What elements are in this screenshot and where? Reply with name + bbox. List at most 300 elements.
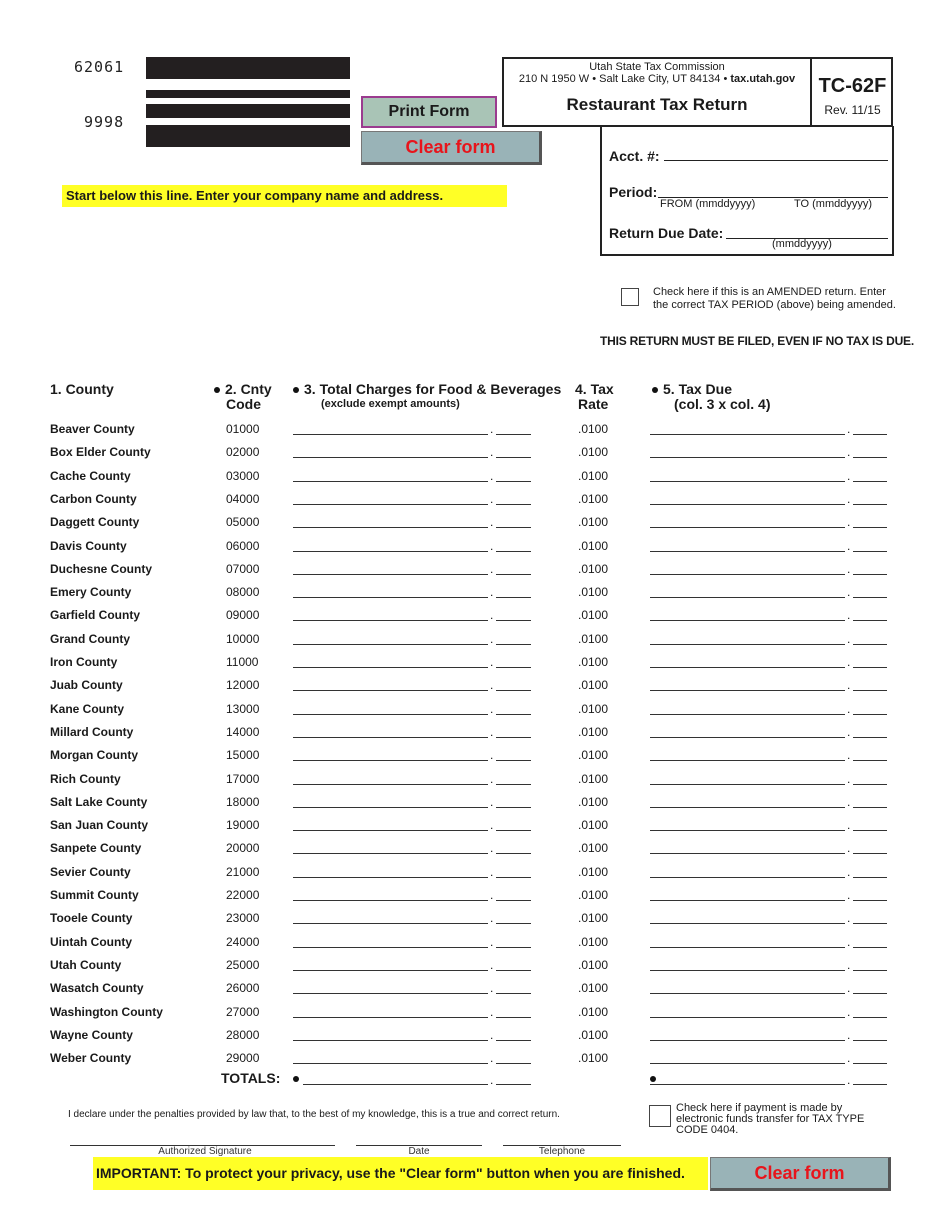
privacy-notice: IMPORTANT: To protect your privacy, use the "Clear form" button when you are finished. [93, 1157, 708, 1190]
county-row [0, 562, 950, 585]
county-code: 07000 [226, 562, 260, 576]
print-form-button[interactable]: Print Form [361, 96, 497, 128]
decimal-point: . [847, 725, 851, 739]
taxdue-field[interactable] [650, 690, 845, 691]
redaction-bar [146, 57, 350, 79]
clear-form-button-bottom[interactable]: Clear form [710, 1157, 891, 1191]
col-charges-header: 3. Total Charges for Food & Beverages [304, 381, 562, 397]
county-code: 04000 [226, 492, 260, 506]
county-name: Tooele County [50, 911, 133, 925]
charges-field[interactable] [293, 970, 488, 971]
tax-rate: .0100 [578, 911, 609, 925]
decimal-point: . [847, 562, 851, 576]
tax-rate: .0100 [578, 1028, 609, 1042]
tax-rate: .0100 [578, 981, 609, 995]
taxdue-field[interactable] [650, 667, 845, 668]
eft-text: Check here if payment is made by electronic funds transfer for TAX TYPE CODE 0404. [676, 1102, 865, 1136]
county-code: 28000 [226, 1028, 260, 1042]
decimal-point: . [847, 492, 851, 506]
col-code-header: 2. Cnty [225, 381, 272, 397]
tax-rate: .0100 [578, 888, 609, 902]
charges-field[interactable] [293, 900, 488, 901]
charges-field[interactable] [293, 504, 488, 505]
charges-cents-field[interactable] [496, 1017, 531, 1018]
county-name: Summit County [50, 888, 139, 902]
taxdue-cents-field[interactable] [853, 830, 887, 831]
county-row [0, 539, 950, 562]
taxdue-cents-field[interactable] [853, 807, 887, 808]
charges-cents-field[interactable] [496, 784, 531, 785]
taxdue-field[interactable] [650, 737, 845, 738]
county-name: Kane County [50, 702, 125, 716]
county-code: 09000 [226, 608, 260, 622]
taxdue-cents-field[interactable] [853, 527, 887, 528]
county-name: Sevier County [50, 865, 131, 879]
taxdue-cents-field[interactable] [853, 853, 887, 854]
county-code: 23000 [226, 911, 260, 925]
county-code: 22000 [226, 888, 260, 902]
county-code: 18000 [226, 795, 260, 809]
county-row [0, 911, 950, 934]
county-name: Carbon County [50, 492, 137, 506]
decimal-point: . [490, 772, 494, 786]
county-table [0, 422, 950, 1082]
county-code: 24000 [226, 935, 260, 949]
taxdue-cents-field[interactable] [853, 504, 887, 505]
decimal-point: . [847, 748, 851, 762]
taxdue-field[interactable] [650, 970, 845, 971]
charges-field[interactable] [293, 784, 488, 785]
taxdue-cents-field[interactable] [853, 434, 887, 435]
tax-rate: .0100 [578, 608, 609, 622]
county-code: 11000 [226, 655, 259, 669]
decimal-point: . [490, 865, 494, 879]
charges-field[interactable] [293, 1063, 488, 1064]
county-code: 13000 [226, 702, 260, 716]
taxdue-cents-field[interactable] [853, 877, 887, 878]
charges-field[interactable] [293, 923, 488, 924]
charges-cents-field[interactable] [496, 830, 531, 831]
taxdue-field[interactable] [650, 1017, 845, 1018]
decimal-point: . [490, 1051, 494, 1065]
charges-cents-field[interactable] [496, 527, 531, 528]
amended-checkbox[interactable] [621, 288, 639, 306]
period-to-hint: TO (mmddyyyy) [794, 198, 873, 210]
account-box [600, 126, 894, 256]
county-row [0, 445, 950, 468]
taxdue-cents-field[interactable] [853, 481, 887, 482]
due-date-label: Return Due Date: [609, 225, 724, 241]
charges-cents-field[interactable] [496, 923, 531, 924]
taxdue-cents-field[interactable] [853, 1017, 887, 1018]
tax-rate: .0100 [578, 678, 609, 692]
form-title: Restaurant Tax Return [566, 95, 748, 114]
totals-taxdue-cents-field[interactable] [853, 1084, 887, 1085]
charges-field[interactable] [293, 1017, 488, 1018]
county-name: Sanpete County [50, 841, 142, 855]
decimal-point: . [490, 492, 494, 506]
county-code: 20000 [226, 841, 260, 855]
tax-rate: .0100 [578, 655, 609, 669]
charges-cents-field[interactable] [496, 714, 531, 715]
decimal-point: . [847, 608, 851, 622]
decimal-point: . [490, 888, 494, 902]
decimal-point: . [847, 1005, 851, 1019]
totals-label: TOTALS: [221, 1070, 281, 1086]
county-row [0, 1051, 950, 1074]
charges-field[interactable] [293, 434, 488, 435]
taxdue-field[interactable] [650, 714, 845, 715]
taxdue-cents-field[interactable] [853, 620, 887, 621]
decimal-point: . [847, 1051, 851, 1065]
county-row [0, 1028, 950, 1051]
charges-field[interactable] [293, 737, 488, 738]
decimal-point: . [847, 981, 851, 995]
taxdue-field[interactable] [650, 551, 845, 552]
decimal-point: . [490, 1005, 494, 1019]
county-name: Juab County [50, 678, 123, 692]
charges-cents-field[interactable] [496, 853, 531, 854]
form-revision: Rev. 11/15 [824, 103, 881, 117]
decimal-point: . [490, 655, 494, 669]
taxdue-cents-field[interactable] [853, 784, 887, 785]
taxdue-cents-field[interactable] [853, 690, 887, 691]
redaction-bar [146, 90, 350, 98]
charges-cents-field[interactable] [496, 877, 531, 878]
totals-charges-cents-field[interactable] [496, 1084, 531, 1085]
tax-rate: .0100 [578, 492, 609, 506]
decimal-point: . [490, 935, 494, 949]
charges-cents-field[interactable] [496, 620, 531, 621]
address-text: 210 N 1950 W • Salt Lake City, UT 84134 • [518, 73, 731, 85]
taxdue-field[interactable] [650, 504, 845, 505]
county-row [0, 935, 950, 958]
county-row [0, 702, 950, 725]
county-name: Wasatch County [50, 981, 144, 995]
taxdue-field[interactable] [650, 574, 845, 575]
county-row [0, 608, 950, 631]
taxdue-cents-field[interactable] [853, 667, 887, 668]
charges-field[interactable] [293, 457, 488, 458]
charges-cents-field[interactable] [496, 1063, 531, 1064]
decimal-point: . [847, 632, 851, 646]
acct-number-field[interactable] [664, 160, 888, 161]
county-row [0, 585, 950, 608]
decimal-point: . [490, 585, 494, 599]
decimal-point: . [847, 422, 851, 436]
charges-cents-field[interactable] [496, 597, 531, 598]
decimal-point: . [847, 702, 851, 716]
county-row [0, 725, 950, 748]
charges-field[interactable] [293, 620, 488, 621]
taxdue-field[interactable] [650, 597, 845, 598]
county-name: Cache County [50, 469, 131, 483]
decimal-point: . [847, 655, 851, 669]
taxdue-field[interactable] [650, 760, 845, 761]
tax-rate: .0100 [578, 632, 609, 646]
charges-cents-field[interactable] [496, 737, 531, 738]
county-code: 06000 [226, 539, 260, 553]
tax-rate: .0100 [578, 539, 609, 553]
county-row [0, 865, 950, 888]
charges-cents-field[interactable] [496, 690, 531, 691]
taxdue-field[interactable] [650, 807, 845, 808]
taxdue-cents-field[interactable] [853, 574, 887, 575]
taxdue-field[interactable] [650, 993, 845, 994]
county-name: Rich County [50, 772, 121, 786]
county-row [0, 958, 950, 981]
county-row [0, 655, 950, 678]
charges-field[interactable] [293, 574, 488, 575]
agency-website: tax.utah.gov [730, 73, 796, 85]
charges-cents-field[interactable] [496, 667, 531, 668]
charges-field[interactable] [293, 597, 488, 598]
taxdue-cents-field[interactable] [853, 1040, 887, 1041]
charges-field[interactable] [293, 551, 488, 552]
period-from-hint: FROM (mmddyyyy) [660, 198, 756, 210]
charges-field[interactable] [293, 1040, 488, 1041]
charges-cents-field[interactable] [496, 760, 531, 761]
due-date-hint: (mmddyyyy) [772, 238, 832, 250]
tax-rate: .0100 [578, 935, 609, 949]
charges-field[interactable] [293, 527, 488, 528]
decimal-point: . [847, 772, 851, 786]
decimal-point: . [847, 935, 851, 949]
col-code-header-2: Code [226, 396, 261, 412]
col-taxdue-header-2: (col. 3 x col. 4) [674, 396, 771, 412]
taxdue-field[interactable] [650, 947, 845, 948]
taxdue-cents-field[interactable] [853, 947, 887, 948]
taxdue-field[interactable] [650, 877, 845, 878]
taxdue-cents-field[interactable] [853, 760, 887, 761]
decimal-point: . [490, 562, 494, 576]
county-code: 17000 [226, 772, 260, 786]
taxdue-field[interactable] [650, 784, 845, 785]
charges-cents-field[interactable] [496, 574, 531, 575]
tax-rate: .0100 [578, 445, 609, 459]
taxdue-field[interactable] [650, 923, 845, 924]
county-row [0, 818, 950, 841]
col-taxdue-bullet [652, 381, 658, 399]
decimal-point: . [490, 958, 494, 972]
taxdue-cents-field[interactable] [853, 900, 887, 901]
county-name: Grand County [50, 632, 130, 646]
tax-rate: .0100 [578, 422, 609, 436]
col-rate-header: 4. Tax [575, 381, 614, 397]
decimal-point: . [490, 702, 494, 716]
tax-rate: .0100 [578, 702, 609, 716]
charges-cents-field[interactable] [496, 900, 531, 901]
charges-field[interactable] [293, 807, 488, 808]
county-code: 21000 [226, 865, 260, 879]
charges-cents-field[interactable] [496, 807, 531, 808]
taxdue-field[interactable] [650, 900, 845, 901]
taxdue-cents-field[interactable] [853, 923, 887, 924]
eft-checkbox[interactable] [649, 1105, 671, 1127]
col-rate-header-2: Rate [578, 396, 609, 412]
tax-rate: .0100 [578, 515, 609, 529]
county-code: 02000 [226, 445, 260, 459]
county-code: 05000 [226, 515, 260, 529]
county-row [0, 772, 950, 795]
taxdue-cents-field[interactable] [853, 597, 887, 598]
county-row [0, 422, 950, 445]
decimal-point: . [847, 515, 851, 529]
tax-rate: .0100 [578, 841, 609, 855]
county-name: Wayne County [50, 1028, 133, 1042]
taxdue-cents-field[interactable] [853, 714, 887, 715]
decimal-point: . [847, 1073, 851, 1087]
form-id: TC-62F [818, 75, 887, 97]
form-header-box [502, 57, 893, 127]
charges-field[interactable] [293, 481, 488, 482]
col-charges-subheader: (exclude exempt amounts) [321, 398, 460, 410]
taxdue-cents-field[interactable] [853, 993, 887, 994]
declaration-text: I declare under the penalties provided by law that, to the best of my knowledge, this is a true and correct return. [68, 1109, 560, 1120]
charges-cents-field[interactable] [496, 504, 531, 505]
decimal-point: . [847, 1028, 851, 1042]
charges-cents-field[interactable] [496, 947, 531, 948]
charges-field[interactable] [293, 830, 488, 831]
taxdue-field[interactable] [650, 481, 845, 482]
charges-cents-field[interactable] [496, 457, 531, 458]
decimal-point: . [490, 1073, 494, 1087]
taxdue-field[interactable] [650, 830, 845, 831]
agency-address [504, 73, 810, 85]
taxdue-field[interactable] [650, 853, 845, 854]
charges-cents-field[interactable] [496, 551, 531, 552]
decimal-point: . [490, 911, 494, 925]
bullet-icon [652, 387, 658, 393]
taxdue-cents-field[interactable] [853, 644, 887, 645]
county-name: Daggett County [50, 515, 140, 529]
taxdue-field[interactable] [650, 527, 845, 528]
charges-field[interactable] [293, 714, 488, 715]
county-name: San Juan County [50, 818, 149, 832]
decimal-point: . [847, 911, 851, 925]
county-row [0, 469, 950, 492]
decimal-point: . [847, 865, 851, 879]
form-code-bottom: 9998 [84, 113, 125, 131]
telephone-label: Telephone [538, 1146, 586, 1157]
totals-charges-field[interactable] [303, 1084, 488, 1085]
charges-field[interactable] [293, 993, 488, 994]
decimal-point: . [490, 981, 494, 995]
decimal-point: . [847, 539, 851, 553]
redaction-bar [146, 104, 350, 118]
col-code-bullet [214, 381, 220, 399]
tax-rate: .0100 [578, 585, 609, 599]
decimal-point: . [490, 539, 494, 553]
charges-field[interactable] [293, 853, 488, 854]
taxdue-cents-field[interactable] [853, 1063, 887, 1064]
taxdue-cents-field[interactable] [853, 551, 887, 552]
charges-field[interactable] [293, 667, 488, 668]
decimal-point: . [490, 748, 494, 762]
charges-field[interactable] [293, 644, 488, 645]
charges-cents-field[interactable] [496, 970, 531, 971]
taxdue-field[interactable] [650, 1040, 845, 1041]
decimal-point: . [490, 795, 494, 809]
clear-form-button[interactable]: Clear form [361, 131, 542, 165]
agency-name: Utah State Tax Commission [589, 61, 725, 73]
decimal-point: . [490, 515, 494, 529]
taxdue-field[interactable] [650, 434, 845, 435]
taxdue-cents-field[interactable] [853, 970, 887, 971]
county-name: Utah County [50, 958, 122, 972]
col-charges-bullet [293, 381, 299, 399]
decimal-point: . [847, 678, 851, 692]
county-code: 26000 [226, 981, 260, 995]
county-row [0, 515, 950, 538]
county-name: Millard County [50, 725, 134, 739]
county-name: Weber County [50, 1051, 132, 1065]
county-code: 19000 [226, 818, 260, 832]
decimal-point: . [847, 958, 851, 972]
bullet-icon [293, 387, 299, 393]
charges-field[interactable] [293, 760, 488, 761]
date-label: Date [408, 1146, 430, 1157]
charges-cents-field[interactable] [496, 644, 531, 645]
decimal-point: . [847, 795, 851, 809]
charges-field[interactable] [293, 690, 488, 691]
charges-cents-field[interactable] [496, 481, 531, 482]
decimal-point: . [490, 632, 494, 646]
charges-cents-field[interactable] [496, 993, 531, 994]
decimal-point: . [847, 445, 851, 459]
charges-cents-field[interactable] [496, 434, 531, 435]
decimal-point: . [490, 422, 494, 436]
county-name: Davis County [50, 539, 127, 553]
county-code: 10000 [226, 632, 260, 646]
decimal-point: . [490, 841, 494, 855]
charges-cents-field[interactable] [496, 1040, 531, 1041]
taxdue-field[interactable] [650, 1063, 845, 1064]
amended-text: Check here if this is an AMENDED return. Enter the correct TAX PERIOD (above) being amended. [653, 286, 896, 311]
county-code: 29000 [226, 1051, 260, 1065]
bullet-icon [293, 1076, 299, 1082]
county-row [0, 748, 950, 771]
county-name: Garfield County [50, 608, 141, 622]
acct-label: Acct. #: [609, 148, 660, 164]
charges-field[interactable] [293, 947, 488, 948]
taxdue-field[interactable] [650, 644, 845, 645]
county-name: Salt Lake County [50, 795, 148, 809]
decimal-point: . [847, 888, 851, 902]
decimal-point: . [490, 469, 494, 483]
county-name: Morgan County [50, 748, 138, 762]
county-name: Washington County [50, 1005, 163, 1019]
tax-rate: .0100 [578, 958, 609, 972]
taxdue-cents-field[interactable] [853, 457, 887, 458]
taxdue-cents-field[interactable] [853, 737, 887, 738]
taxdue-field[interactable] [650, 457, 845, 458]
must-file-notice: THIS RETURN MUST BE FILED, EVEN IF NO TAX IS DUE. [600, 334, 914, 348]
tax-rate: .0100 [578, 725, 609, 739]
county-name: Duchesne County [50, 562, 153, 576]
county-code: 12000 [226, 678, 260, 692]
decimal-point: . [847, 818, 851, 832]
totals-taxdue-field[interactable] [650, 1084, 845, 1085]
col-taxdue-header: 5. Tax Due [663, 381, 732, 397]
taxdue-field[interactable] [650, 620, 845, 621]
redaction-bar [146, 125, 350, 147]
bullet-icon [214, 387, 220, 393]
county-row [0, 492, 950, 515]
period-label: Period: [609, 184, 658, 200]
charges-field[interactable] [293, 877, 488, 878]
decimal-point: . [490, 725, 494, 739]
